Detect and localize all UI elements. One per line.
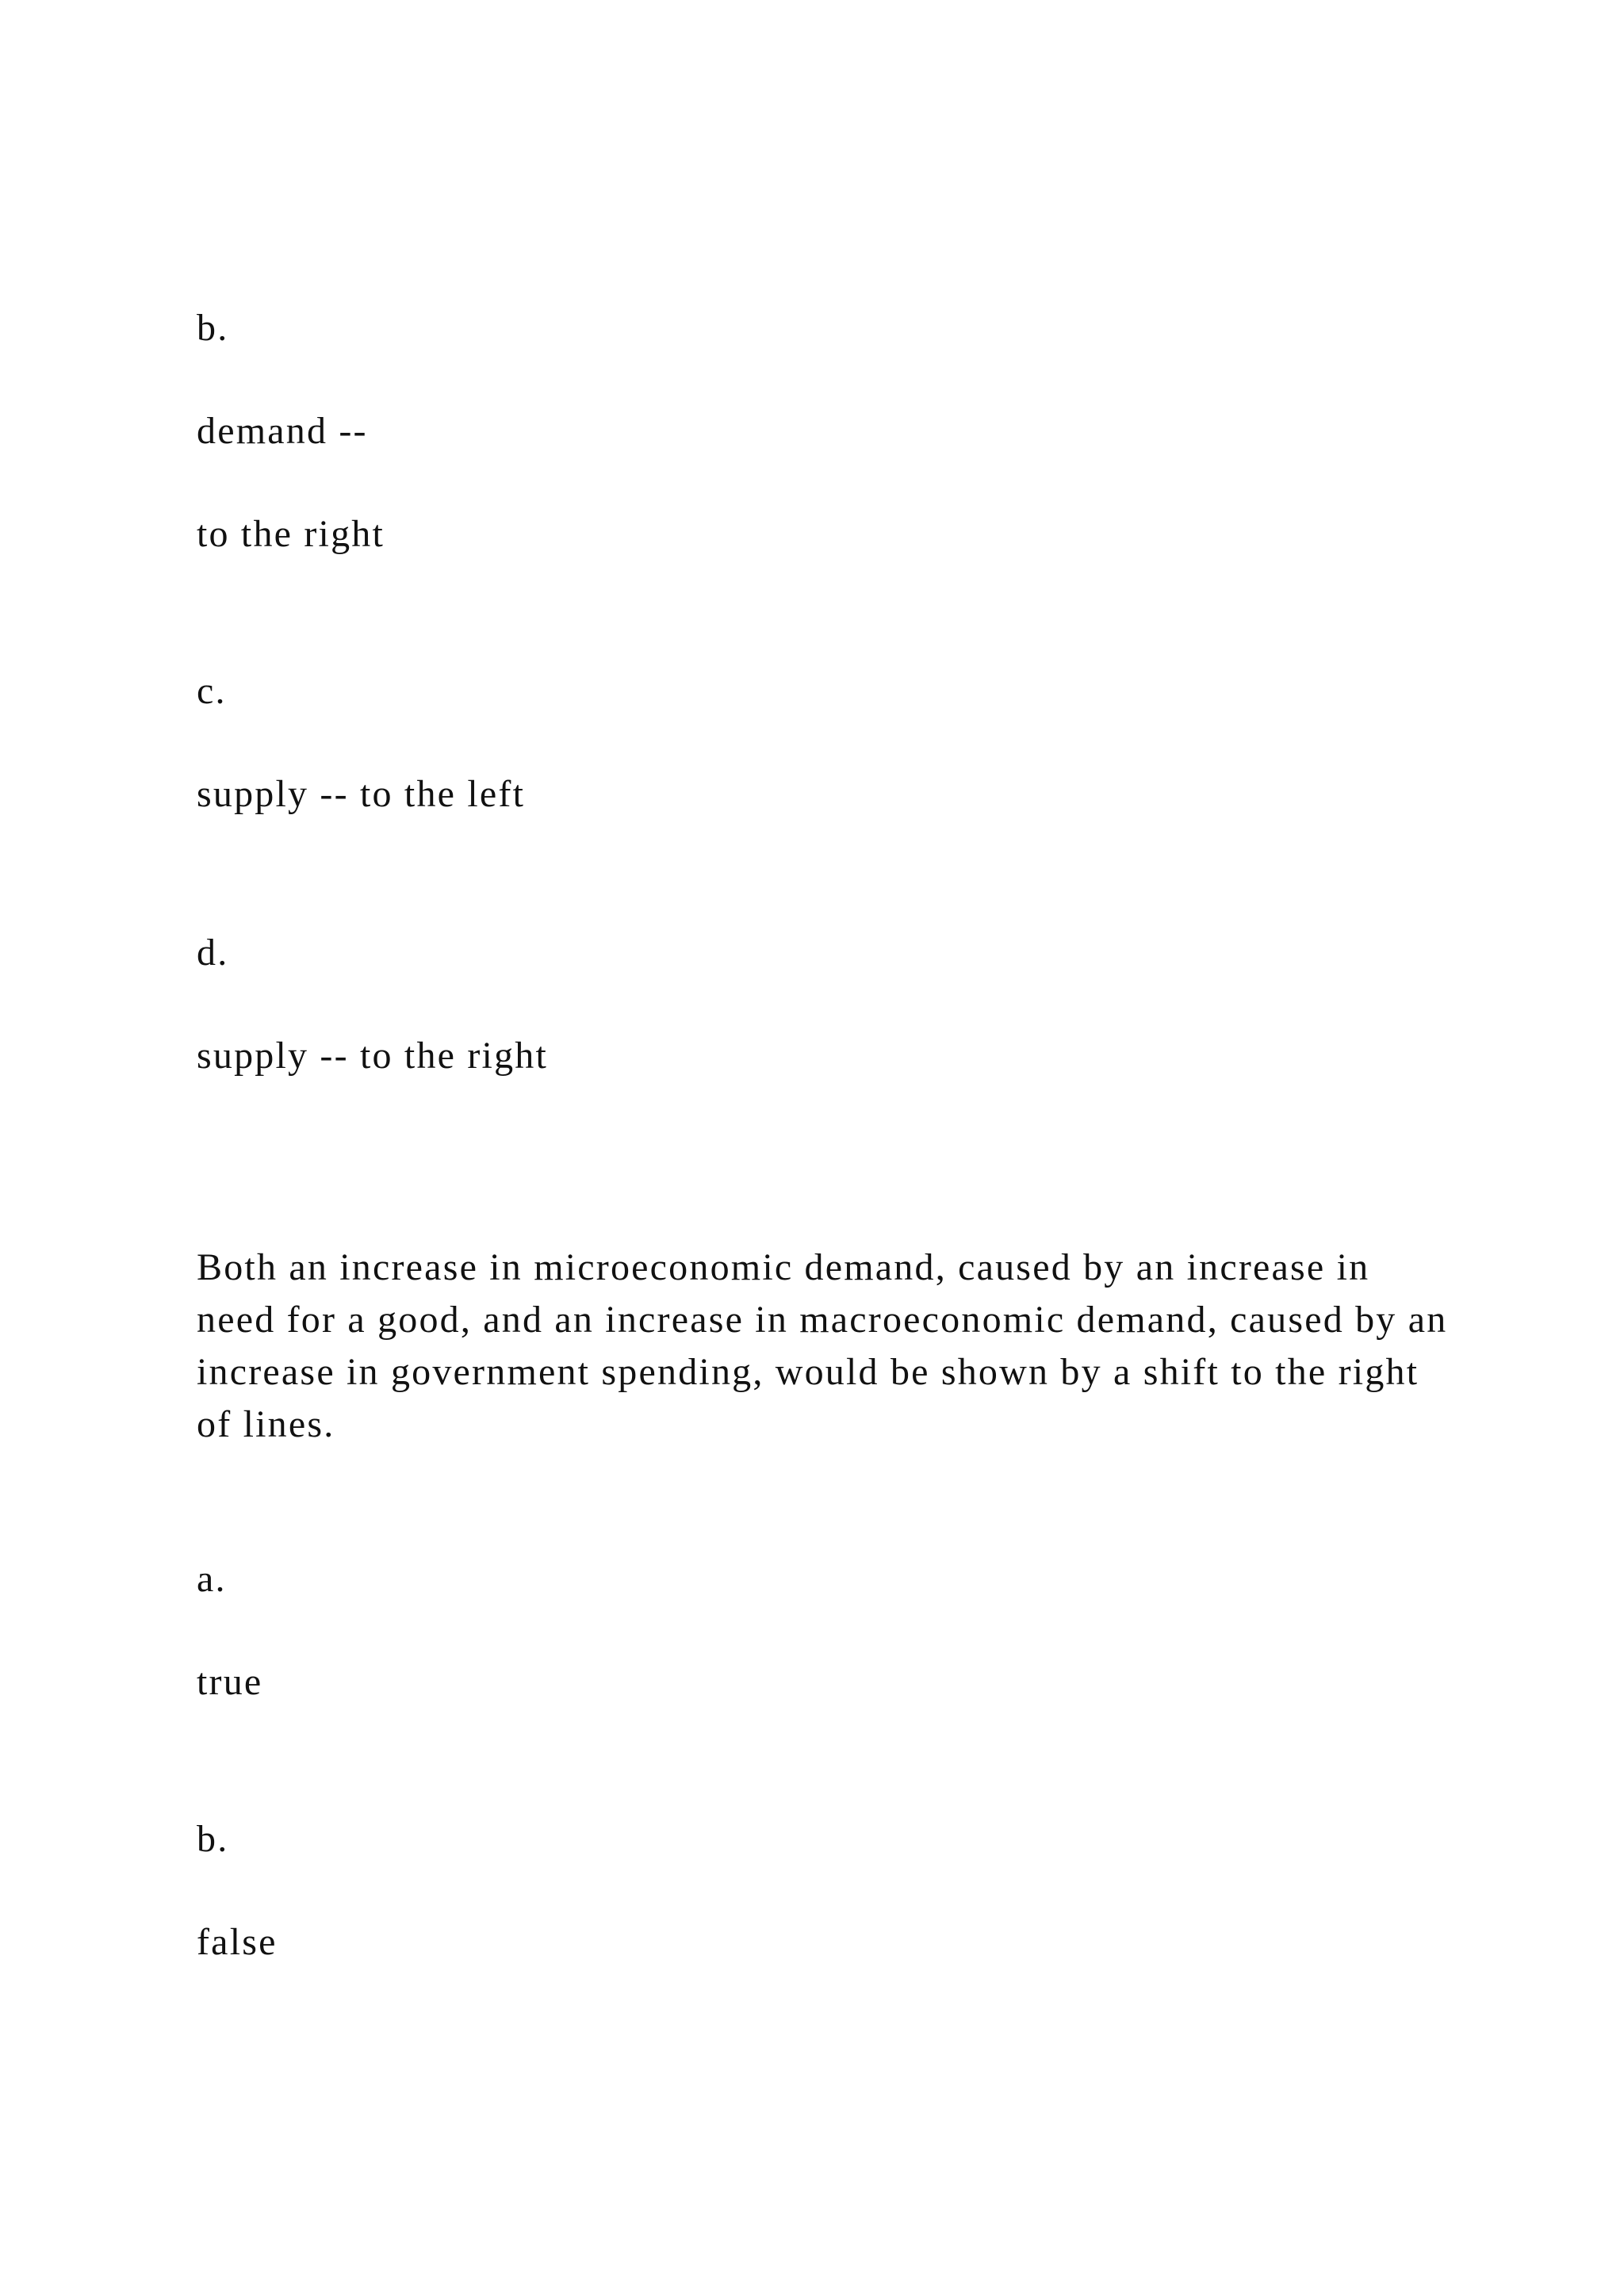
option-text-b-line1: demand -- bbox=[197, 410, 368, 452]
option-label-a: a. bbox=[197, 1558, 227, 1600]
option-text-false: false bbox=[197, 1921, 278, 1963]
option-label-c: c. bbox=[197, 670, 227, 712]
option-text-true: true bbox=[197, 1661, 263, 1703]
option-text-d: supply -- to the right bbox=[197, 1035, 549, 1077]
option-label-b: b. bbox=[197, 307, 229, 349]
option-label-d: d. bbox=[197, 932, 229, 974]
option-text-b-line2: to the right bbox=[197, 513, 385, 555]
option-label-b-2: b. bbox=[197, 1818, 229, 1860]
question-prompt: Both an increase in microeconomic demand, caused by an increase in need for a good, and an increase in macroeconomic demand, caused by an increase in government spending, would be shown by a shift to the right of lines. bbox=[197, 1246, 1448, 1445]
option-text-c: supply -- to the left bbox=[197, 773, 526, 815]
